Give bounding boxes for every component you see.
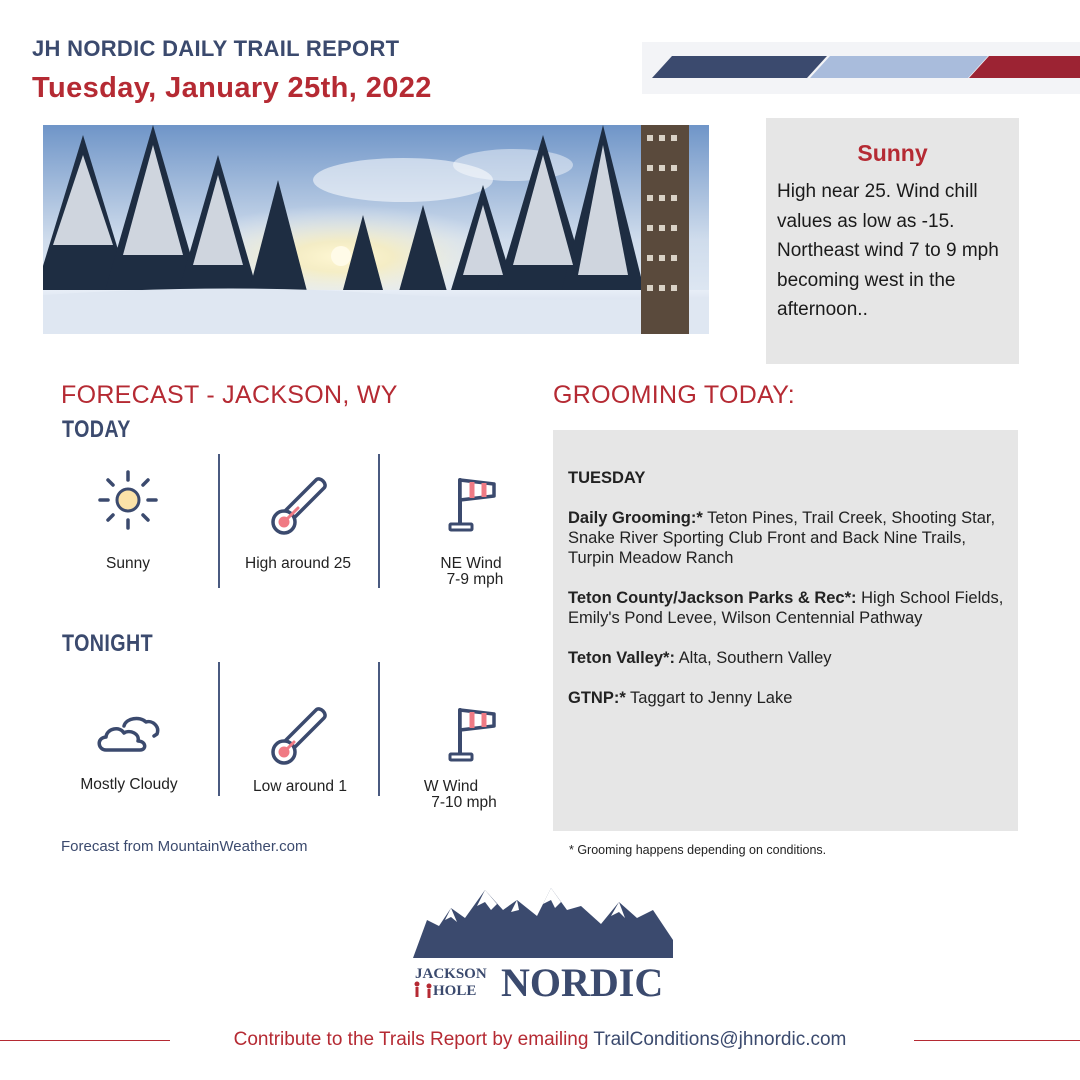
divider (378, 662, 380, 796)
tonight-wind-speed: 7-10 mph (431, 794, 497, 811)
today-wind (416, 556, 526, 588)
divider (218, 662, 220, 796)
footer-text: Contribute to the Trails Report by emailing (233, 1029, 589, 1050)
snowy-forest-photo (43, 125, 709, 334)
grooming-note: * Grooming happens depending on conditions. (569, 843, 827, 857)
report-title: JH NORDIC DAILY TRAIL REPORT (32, 36, 400, 61)
thermometer-icon (268, 704, 332, 768)
sun-icon (94, 466, 162, 534)
footer-email[interactable]: TrailConditions@jhnordic.com (593, 1029, 847, 1050)
logo-line2: HOLE (433, 983, 477, 999)
report-date: Tuesday, January 25th, 2022 (32, 72, 432, 104)
grooming-entry-detail: Teton Pines, Trail Creek, Shooting Star, Snake River Sporting Club Front and Back Nine Trails, Turpin Meadow Ranch (568, 509, 996, 567)
forecast-title: FORECAST - JACKSON, WY (61, 381, 398, 409)
grooming-entry-name: Teton County/Jackson Parks & Rec*: (568, 589, 857, 607)
grooming-entry-name: Daily Grooming:* (568, 509, 703, 527)
divider (218, 454, 220, 588)
grooming-entry-name: GTNP:* (568, 689, 626, 707)
tonight-temperature: Low around 1 (253, 778, 347, 795)
thermometer-icon (268, 474, 332, 538)
grooming-entry (568, 648, 1008, 668)
footer-contact (0, 1029, 1080, 1051)
today-label: TODAY (62, 416, 131, 443)
windsock-icon (440, 474, 500, 534)
logo-brand: NORDIC (501, 960, 664, 1005)
tonight-wind-direction: W Wind (423, 778, 479, 795)
windsock-icon (440, 704, 500, 764)
summary-text: High near 25. Wind chill values as low as -15. Northeast wind 7 to 9 mph becoming west in the afternoon.. (777, 181, 999, 320)
weather-summary-panel (766, 118, 1019, 364)
grooming-entry-name: Teton Valley*: (568, 649, 675, 667)
today-temperature: High around 25 (245, 555, 351, 572)
decorative-stripes (642, 42, 1080, 94)
today-condition: Sunny (106, 555, 150, 572)
grooming-entry-detail: Taggart to Jenny Lake (630, 689, 793, 707)
forecast-source: Forecast from MountainWeather.com (61, 838, 308, 855)
summary-title: Sunny (857, 140, 928, 166)
today-wind-speed: 7-9 mph (446, 571, 504, 588)
logo-line1: JACKSON (415, 966, 487, 982)
divider (378, 454, 380, 588)
cloud-icon (94, 710, 162, 760)
grooming-day: TUESDAY (568, 469, 646, 487)
tonight-condition: Mostly Cloudy (80, 776, 178, 793)
grooming-entry (568, 688, 1008, 708)
grooming-panel (553, 430, 1018, 831)
grooming-entry-detail: High School Fields, Emily's Pond Levee, Wilson Centennial Pathway (568, 589, 1004, 627)
tonight-wind (404, 779, 524, 811)
jackson-hole-nordic-logo (405, 880, 680, 1005)
grooming-entry (568, 588, 1008, 628)
grooming-entry (568, 508, 1008, 568)
tonight-label: TONIGHT (62, 630, 154, 657)
today-wind-direction: NE Wind (440, 555, 502, 572)
grooming-title: GROOMING TODAY: (553, 381, 796, 409)
grooming-entry-detail: Alta, Southern Valley (678, 649, 832, 667)
